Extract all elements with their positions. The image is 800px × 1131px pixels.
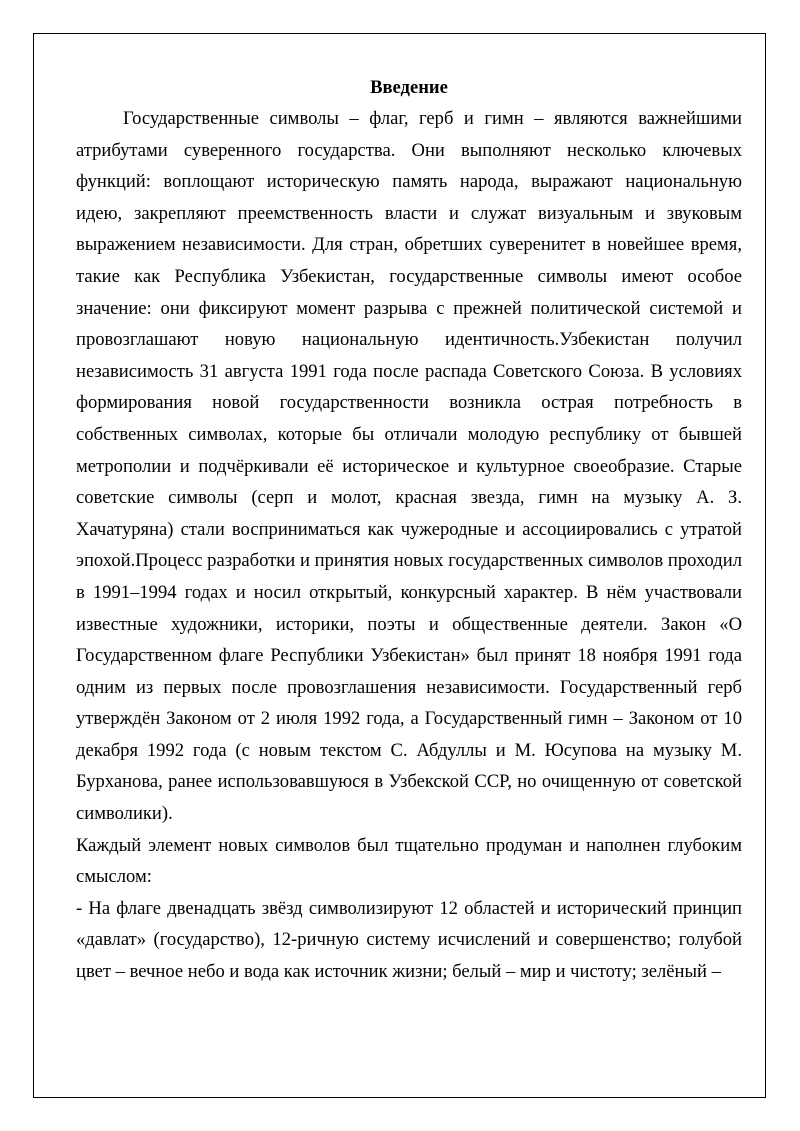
paragraph-flag: - На флаге двенадцать звёзд символизируют 12 областей и исторический принцип «давлат» (государство), 12-ричную систему исчислений и совершенство; голубой цвет – вечное небо и вода как источник жизни; белый – мир и чистоту; зелёный – (76, 897, 742, 983)
paragraph-elements: Каждый элемент новых символов был тщательно продуман и наполнен глубоким смыслом: (76, 834, 742, 888)
page-title: Введение (370, 77, 448, 98)
document-body (76, 73, 742, 988)
paragraph-intro: Государственные символы – флаг, герб и гимн – являются важнейшими атрибутами суверенного государства. Они выполняют несколько ключевых функций: воплощают историческую память народа, выражают национальную идею, закрепляют преемственность власти и служат визуальным и звуковым выражением независимости. Для стран, обретших суверенитет в новейшее время, такие как Республика Узбекистан, государственные символы имеют особое значение: они фиксируют момент разрыва с прежней политической системой и провозглашают новую национальную идентичность.Узбекистан получил независимость 31 августа 1991 года после распада Советского Союза. В условиях формирования новой государственности возникла острая потребность в собственных символах, которые бы отличали молодую республику от бывшей метрополии и подчёркивали её историческое и культурное своеобразие. Старые советские символы (серп и молот, красная звезда, гимн на музыку А. З. Хачатуряна) стали восприниматься как чужеродные и ассоциировались с утратой эпохой.Процесс разработки и принятия новых государственных символов проходил в 1991–1994 годах и носил открытый, конкурсный характер. В нём участвовали известные художники, историки, поэты и общественные деятели. Закон «О Государственном флаге Республики Узбекистан» был принят 18 ноября 1991 года одним из первых после провозглашения независимости. Государственный герб утверждён Законом от 2 июля 1992 года, а Государственный гимн – Законом от 10 декабря 1992 года (с новым текстом С. Абдуллы и М. Юсупова на музыку М. Бурханова, ранее использовавшуюся в Узбекской ССР, но очищенную от советской символики). (76, 108, 742, 825)
